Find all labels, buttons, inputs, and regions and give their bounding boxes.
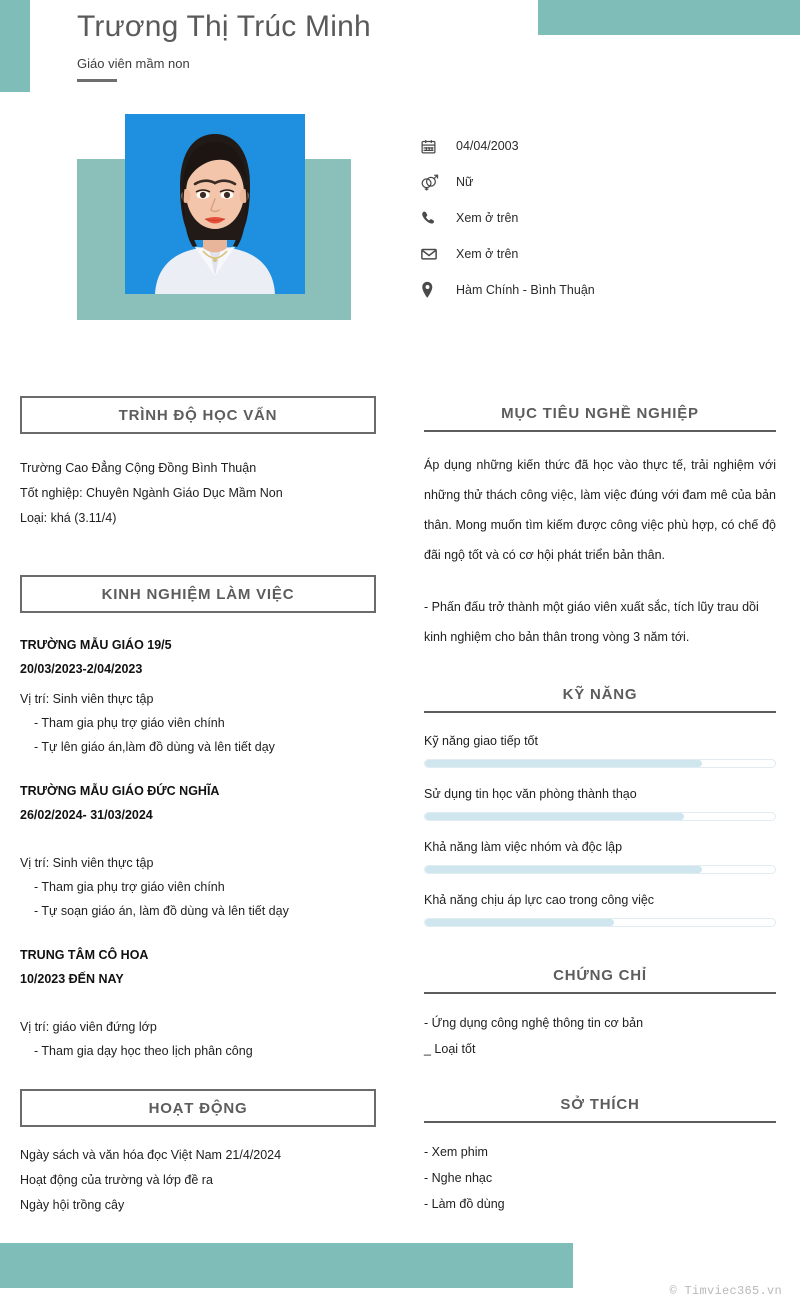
section-title: TRÌNH ĐỘ HỌC VẤN — [118, 406, 278, 424]
job-bullet: - Tự lên giáo án,làm đồ dùng và lên tiết dạy — [34, 740, 275, 754]
job-company: TRƯỜNG MẪU GIÁO ĐỨC NGHĨA — [20, 784, 220, 798]
skill-item — [424, 888, 776, 927]
job-bullet: - Tự soạn giáo án, làm đồ dùng và lên tiết dạy — [34, 904, 289, 918]
job-role: Vị trí: Sinh viên thực tập — [20, 692, 154, 706]
activity-line: Ngày hội trồng cây — [20, 1198, 125, 1212]
section-heading-hobbies — [424, 1096, 776, 1123]
job-bullet: - Tham gia dạy học theo lịch phân công — [34, 1044, 253, 1058]
education-body — [20, 456, 376, 531]
contact-value: 04/04/2003 — [456, 139, 519, 153]
education-line: Tốt nghiệp: Chuyên Ngành Giáo Dục Mầm Non — [20, 486, 283, 500]
objective-paragraph: - Phấn đấu trở thành một giáo viên xuất sắc, tích lũy trau dồi kinh nghiệm cho bản thân trong vòng 3 năm tới. — [424, 600, 759, 644]
job-company: TRƯỜNG MẪU GIÁO 19/5 — [20, 638, 172, 652]
decorative-footer-bar — [0, 1243, 573, 1288]
portrait-illustration — [125, 114, 305, 294]
footer-credit: © Timviec365.vn — [669, 1284, 782, 1298]
section-heading-objective — [424, 405, 776, 432]
skill-progress-fill — [425, 813, 684, 820]
job-dates: 10/2023 ĐẾN NAY — [20, 972, 124, 986]
job-dates: 20/03/2023-2/04/2023 — [20, 662, 143, 676]
left-column — [20, 396, 376, 1218]
gender-icon — [420, 173, 448, 192]
hobby-line: - Xem phim — [424, 1145, 488, 1159]
spacer — [20, 1063, 376, 1089]
section-rule — [424, 992, 776, 994]
skill-progress-fill — [425, 919, 614, 926]
section-title: KỸ NĂNG — [562, 686, 638, 703]
contact-value: Hàm Chính - Bình Thuận — [456, 283, 595, 297]
contact-value: Xem ở trên — [456, 247, 519, 261]
phone-icon — [420, 210, 448, 226]
skill-progress-track — [424, 812, 776, 821]
certificate-line: - Ứng dụng công nghệ thông tin cơ bản — [424, 1016, 644, 1030]
skill-item — [424, 782, 776, 821]
decorative-top-right-bar — [538, 0, 800, 35]
experience-item — [20, 779, 376, 923]
job-dates: 26/02/2024- 31/03/2024 — [20, 808, 153, 822]
header — [77, 8, 507, 82]
skill-progress-track — [424, 759, 776, 768]
skill-label: Khả năng làm việc nhóm và độc lập — [424, 840, 623, 854]
activity-line: Hoạt động của trường và lớp đề ra — [20, 1173, 213, 1187]
education-line: Trường Cao Đẳng Cộng Đồng Bình Thuận — [20, 461, 257, 475]
section-rule — [424, 430, 776, 432]
activities-body — [20, 1143, 376, 1218]
hobbies-body — [424, 1139, 776, 1217]
spacer — [424, 1062, 776, 1096]
section-rule — [424, 1121, 776, 1123]
contact-item-gender — [420, 164, 780, 200]
skill-label: Khả năng chịu áp lực cao trong công việc — [424, 893, 655, 907]
contact-value: Xem ở trên — [456, 211, 519, 225]
calendar-icon — [420, 138, 448, 155]
spacer — [20, 531, 376, 575]
certificate-line: _ Loại tốt — [424, 1042, 476, 1056]
objective-paragraph: Áp dụng những kiến thức đã học vào thực tế, trải nghiệm với những thử thách công việc, làm việc đúng với đam mê của bản thân. Mong muốn tìm kiếm được công việc phù hợp, có chế độ đãi ngộ tốt và có cơ hội phát triển bản thân. — [424, 458, 776, 562]
contact-item-birthdate — [420, 128, 780, 164]
section-heading-skills — [424, 686, 776, 713]
education-line: Loại: khá (3.11/4) — [20, 511, 117, 525]
candidate-photo — [125, 114, 305, 294]
experience-item — [20, 943, 376, 1063]
spacer — [424, 941, 776, 967]
contact-item-phone — [420, 200, 780, 236]
email-icon — [420, 245, 448, 263]
location-icon — [420, 281, 448, 299]
contact-value: Nữ — [456, 175, 474, 189]
section-heading-experience — [20, 575, 376, 613]
spacer — [20, 991, 376, 1009]
skill-item — [424, 835, 776, 874]
skills-body — [424, 729, 776, 927]
section-title: HOẠT ĐỘNG — [148, 1099, 248, 1117]
section-rule — [424, 711, 776, 713]
section-heading-certificates — [424, 967, 776, 994]
candidate-job-title: Giáo viên mầm non — [77, 55, 190, 71]
section-title: MỤC TIÊU NGHỀ NGHIỆP — [501, 405, 699, 422]
job-role: Vị trí: Sinh viên thực tập — [20, 856, 154, 870]
job-company: TRUNG TÂM CÔ HOA — [20, 948, 149, 962]
section-title: SỞ THÍCH — [560, 1096, 640, 1113]
experience-item — [20, 633, 376, 759]
skill-item — [424, 729, 776, 768]
skill-label: Sử dụng tin học văn phòng thành thạo — [424, 787, 637, 801]
section-title: KINH NGHIỆM LÀM VIỆC — [101, 585, 295, 603]
objective-body — [424, 450, 776, 652]
hobby-line: - Làm đồ dùng — [424, 1197, 505, 1211]
activity-line: Ngày sách và văn hóa đọc Việt Nam 21/4/2024 — [20, 1148, 282, 1162]
contact-info — [420, 128, 780, 308]
job-role: Vị trí: giáo viên đứng lớp — [20, 1020, 157, 1034]
skill-label: Kỹ năng giao tiếp tốt — [424, 734, 538, 748]
candidate-name: Trương Thị Trúc Minh — [77, 10, 371, 43]
spacer — [20, 827, 376, 845]
right-column — [424, 405, 776, 1217]
section-title: CHỨNG CHỈ — [553, 967, 647, 984]
contact-item-location — [420, 272, 780, 308]
hobby-line: - Nghe nhạc — [424, 1171, 493, 1185]
skill-progress-fill — [425, 866, 702, 873]
title-underline — [77, 79, 117, 82]
section-heading-education — [20, 396, 376, 434]
skill-progress-track — [424, 865, 776, 874]
certificates-body — [424, 1010, 776, 1062]
section-heading-activities — [20, 1089, 376, 1127]
skill-progress-fill — [425, 760, 702, 767]
job-bullet: - Tham gia phụ trợ giáo viên chính — [34, 716, 225, 730]
skill-progress-track — [424, 918, 776, 927]
job-bullet: - Tham gia phụ trợ giáo viên chính — [34, 880, 225, 894]
contact-item-email — [420, 236, 780, 272]
decorative-left-bar — [0, 0, 30, 92]
spacer — [424, 652, 776, 686]
